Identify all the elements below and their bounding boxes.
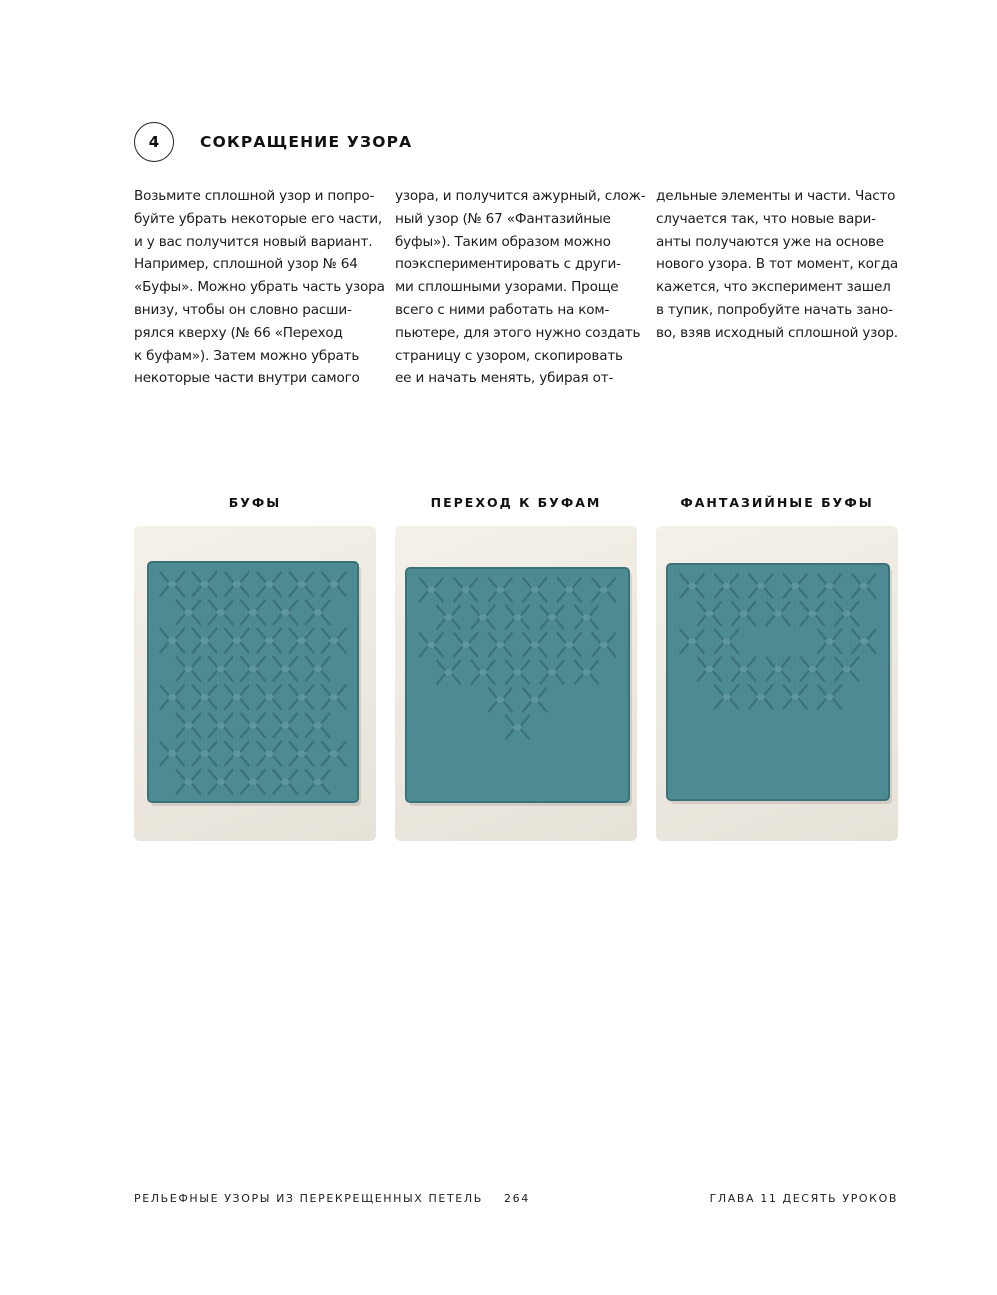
text-line: Возьмите сплошной узор и попро- xyxy=(134,188,375,204)
swatch-perehod xyxy=(395,526,637,841)
text-line: Например, сплошной узор № 64 xyxy=(134,256,358,273)
text-line: к буфам»). Затем можно убрать xyxy=(134,347,360,364)
text-line: кажется, что эксперимент зашел xyxy=(656,279,891,296)
knitted-fabric xyxy=(667,564,889,800)
text-line: буйте убрать некоторые его части, xyxy=(134,210,383,227)
swatch-photo-fantazijnye xyxy=(656,526,898,841)
footer-page-number: 264 xyxy=(504,1192,530,1205)
text-line: буфы»). Таким образом можно xyxy=(395,233,611,250)
text-line: случается так, что новые вари- xyxy=(656,210,876,227)
section-number: 4 xyxy=(134,122,174,162)
text-line: всего с ними работать на ком- xyxy=(395,301,610,318)
swatch-bufy xyxy=(134,526,376,841)
footer-chapter: ГЛАВА 11 ДЕСЯТЬ УРОКОВ xyxy=(709,1192,898,1205)
text-line: ее и начать менять, убирая от- xyxy=(395,370,614,387)
knitted-fabric xyxy=(406,568,629,802)
text-line: ми сплошными узорами. Проще xyxy=(395,279,619,296)
caption-fantazijnye: ФАНТАЗИЙНЫЕ БУФЫ xyxy=(680,495,874,510)
text-line: и у вас получится новый вариант. xyxy=(134,233,373,250)
knitted-fabric xyxy=(148,562,358,802)
caption-bufy: БУФЫ xyxy=(228,495,282,510)
footer-book-title: РЕЛЬЕФНЫЕ УЗОРЫ ИЗ ПЕРЕКРЕЩЕННЫХ ПЕТЕЛЬ xyxy=(134,1192,483,1205)
text-line: «Буфы». Можно убрать часть узора xyxy=(134,279,385,296)
text-line: во, взяв исходный сплошной узор. xyxy=(656,324,898,341)
text-line: нового узора. В тот момент, когда xyxy=(656,256,899,273)
text-line: ный узор (№ 67 «Фантазийные xyxy=(395,210,611,227)
text-line: анты получаются уже на основе xyxy=(656,233,884,250)
text-line: страницу с узором, скопировать xyxy=(395,347,623,364)
text-line: узора, и получится ажурный, слож- xyxy=(395,188,646,204)
text-line: пьютере, для этого нужно создать xyxy=(395,324,641,341)
section-header xyxy=(134,122,412,162)
text-column-3 xyxy=(656,185,898,345)
text-line: в тупик, попробуйте начать зано- xyxy=(656,301,893,318)
swatch-fantazijnye xyxy=(656,526,898,841)
text-line: поэкспериментировать с други- xyxy=(395,256,621,273)
swatch-photo-bufy xyxy=(134,526,376,841)
text-line: некоторые части внутри самого xyxy=(134,370,360,387)
text-column-1 xyxy=(134,185,385,390)
section-title: СОКРАЩЕНИЕ УЗОРА xyxy=(200,133,413,151)
text-line: дельные элементы и части. Часто xyxy=(656,188,896,204)
caption-perehod: ПЕРЕХОД К БУФАМ xyxy=(430,495,602,510)
text-line: внизу, чтобы он словно расши- xyxy=(134,301,352,318)
text-column-2 xyxy=(395,185,645,390)
text-line: рялся кверху (№ 66 «Переход xyxy=(134,324,343,341)
swatch-photo-perehod xyxy=(395,526,637,841)
